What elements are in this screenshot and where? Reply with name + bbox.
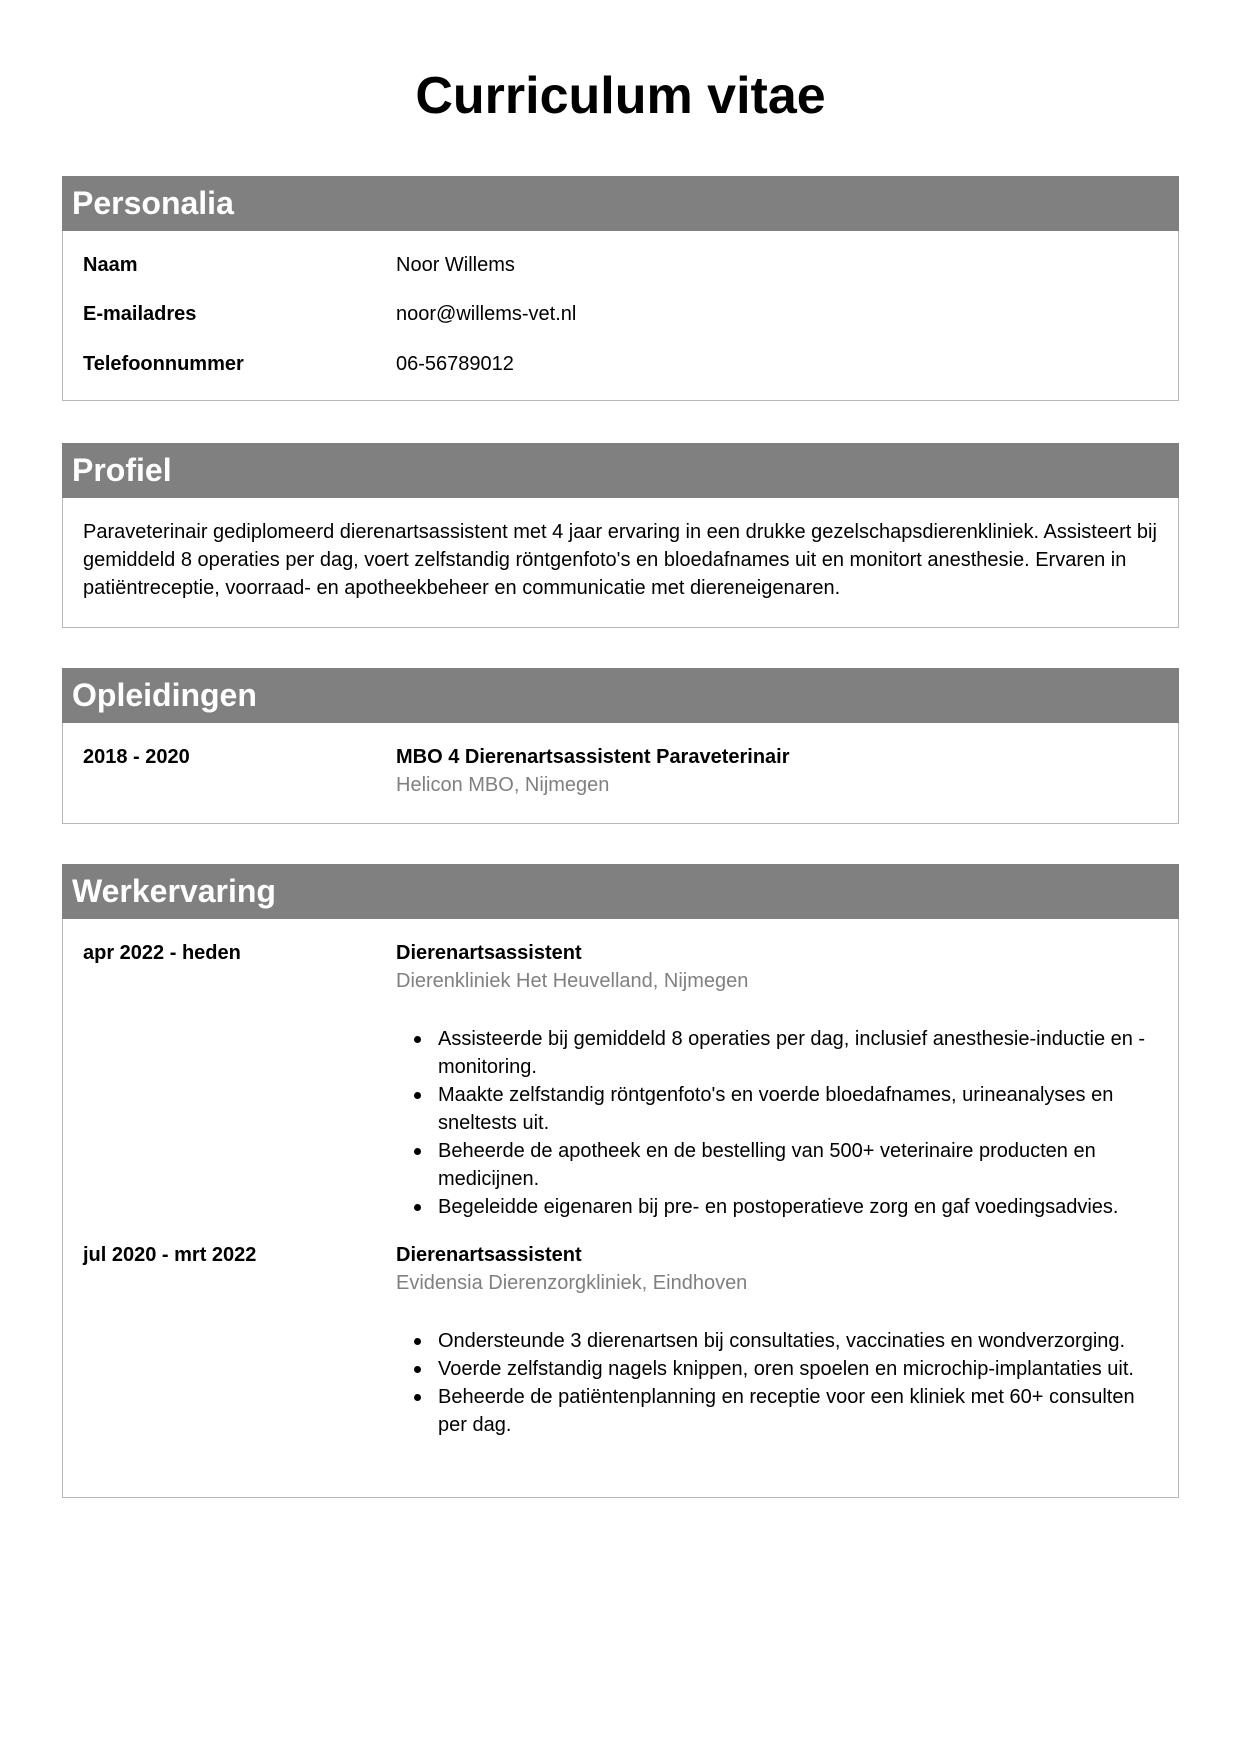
education-period: 2018 - 2020	[83, 746, 190, 768]
education-title: MBO 4 Dierenartsassistent Paraveterinair	[396, 746, 790, 768]
row-label: Telefoonnummer	[83, 353, 244, 375]
row-label: Naam	[83, 254, 138, 276]
job-employer: Evidensia Dierenzorgkliniek, Eindhoven	[396, 1272, 748, 1294]
list-item: Voerde zelfstandig nagels knippen, oren spoelen en microchip-implantaties uit.	[438, 1355, 1158, 1383]
row-value: 06-56789012	[396, 353, 514, 375]
section-heading: Profiel	[62, 443, 1179, 498]
job-bullet-list	[396, 1327, 1158, 1439]
education-institution: Helicon MBO, Nijmegen	[396, 774, 610, 796]
list-item: Beheerde de apotheek en de bestelling van 500+ veterinaire producten en medicijnen.	[438, 1137, 1158, 1193]
section-opleidingen	[62, 668, 1179, 824]
personal-row-email	[63, 300, 1178, 328]
row-value: noor@willems-vet.nl	[396, 303, 577, 325]
section-heading: Werkervaring	[62, 864, 1179, 919]
document-title: Curriculum vitae	[415, 67, 826, 125]
section-personalia	[62, 176, 1179, 401]
job-title: Dierenartsassistent	[396, 1244, 582, 1266]
personal-row-phone	[63, 350, 1178, 378]
section-profiel	[62, 443, 1179, 628]
job-item	[63, 1241, 1178, 1439]
job-bullet-list	[396, 1025, 1158, 1221]
profile-text: Paraveterinair gediplomeerd dierenartsassistent met 4 jaar ervaring in een drukke gezelschapsdierenkliniek. Assisteert bij gemiddeld 8 operaties per dag, voert zelfstandig röntgenfoto's en bloedafnames uit en monitort anesthesie. Ervaren in patiëntreceptie, voorraad- en apotheekbeheer en communicatie met diereneigenaren.	[83, 521, 1157, 599]
job-employer: Dierenkliniek Het Heuvelland, Nijmegen	[396, 970, 749, 992]
job-period: apr 2022 - heden	[83, 942, 241, 964]
section-heading: Opleidingen	[62, 668, 1179, 723]
row-value: Noor Willems	[396, 254, 515, 276]
section-heading: Personalia	[62, 176, 1179, 231]
list-item: Maakte zelfstandig röntgenfoto's en voerde bloedafnames, urineanalyses en sneltests uit.	[438, 1081, 1158, 1137]
job-title: Dierenartsassistent	[396, 942, 582, 964]
list-item: Begeleidde eigenaren bij pre- en postoperatieve zorg en gaf voedingsadvies.	[438, 1193, 1158, 1221]
job-period: jul 2020 - mrt 2022	[83, 1244, 257, 1266]
list-item: Ondersteunde 3 dierenartsen bij consultaties, vaccinaties en wondverzorging.	[438, 1327, 1158, 1355]
job-item	[63, 939, 1178, 1221]
personal-row-name	[63, 251, 1178, 279]
list-item: Beheerde de patiëntenplanning en receptie voor een kliniek met 60+ consulten per dag.	[438, 1383, 1158, 1439]
row-label: E-mailadres	[83, 303, 197, 325]
education-item	[63, 743, 1178, 799]
section-werkervaring	[62, 864, 1179, 1498]
list-item: Assisteerde bij gemiddeld 8 operaties per dag, inclusief anesthesie-inductie en -monitoring.	[438, 1025, 1158, 1081]
